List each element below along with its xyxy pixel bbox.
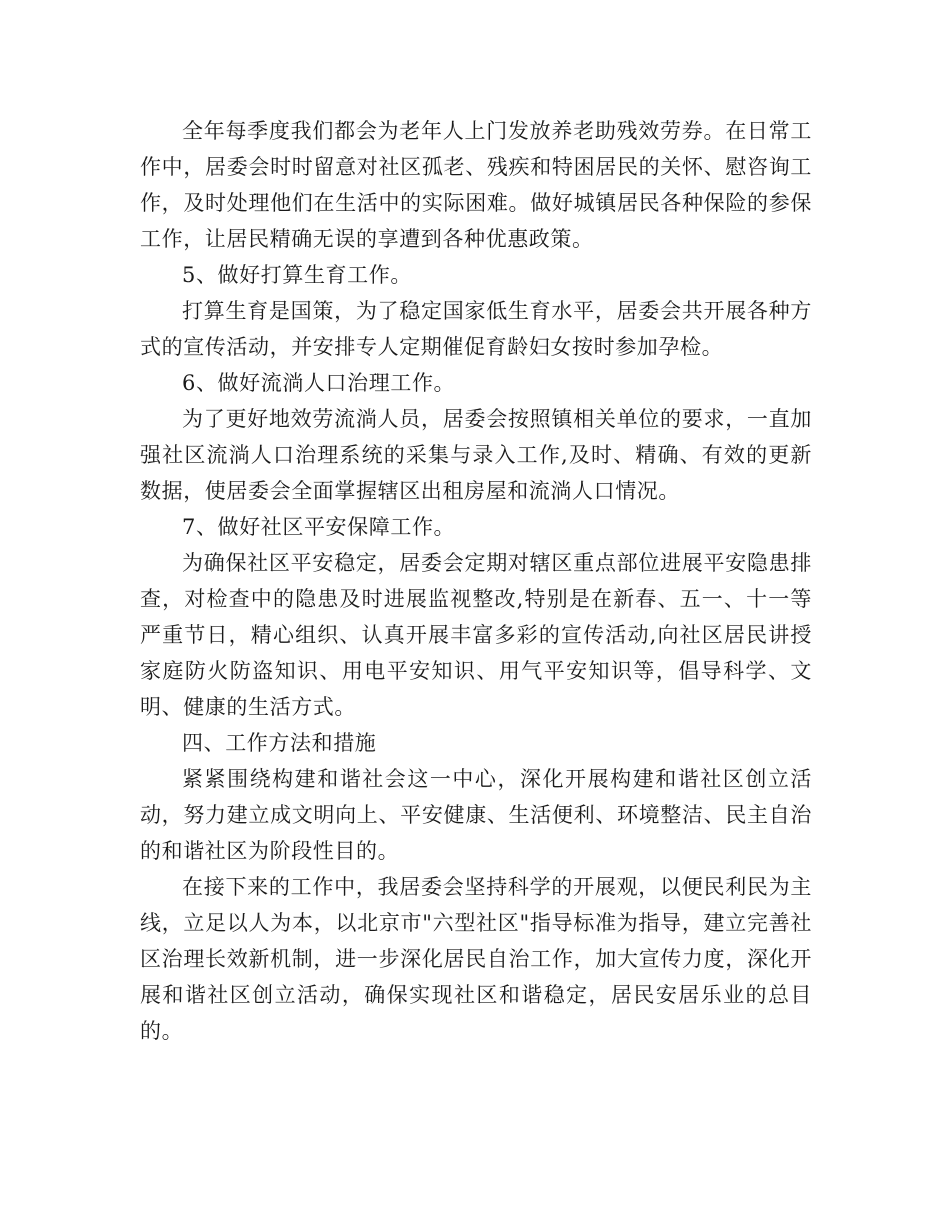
heading-community-safety: 7、做好社区平安保障工作。: [182, 515, 456, 539]
paragraph-harmonious-community: 紧紧围绕构建和谐社会这一中心，深化开展构建和谐社区创立活动，努力建立成文明向上、平安健康、生活便利、环境整洁、民主自治的和谐社区为阶段性目的。: [140, 767, 812, 863]
heading-methods-measures: 四、工作方法和措施: [182, 731, 377, 755]
paragraph-family-planning: 打算生育是国策，为了稳定国家低生育水平，居委会共开展各种方式的宣传活动，并安排专人定期催促育龄妇女按时参加孕检。: [140, 299, 812, 359]
heading-floating-population: 6、做好流淌人口治理工作。: [182, 371, 456, 395]
paragraph-community-safety: 为确保社区平安稳定，居委会定期对辖区重点部位进展平安隐患排查，对检查中的隐患及时进展监视整改,特别是在新春、五一、十一等严重节日，精心组织、认真开展丰富多彩的宣传活动,向社区居民讲授家庭防火防盗知识、用电平安知识、用气平安知识等，倡导科学、文明、健康的生活方式。: [140, 551, 812, 719]
document-body: [140, 113, 812, 1049]
paragraph-next-steps: 在接下来的工作中，我居委会坚持科学的开展观，以便民利民为主线，立足以人为本，以北京市"六型社区"指导标准为指导，建立完善社区治理长效新机制，进一步深化居民自治工作，加大宣传力度，深化开展和谐社区创立活动，确保实现社区和谐稳定，居民安居乐业的总目的。: [140, 875, 812, 1043]
heading-family-planning: 5、做好打算生育工作。: [182, 263, 412, 287]
paragraph-floating-population: 为了更好地效劳流淌人员，居委会按照镇相关单位的要求，一直加强社区流淌人口治理系统的采集与录入工作,及时、精确、有效的更新数据，使居委会全面掌握辖区出租房屋和流淌人口情况。: [140, 407, 812, 503]
paragraph-elderly-services: 全年每季度我们都会为老年人上门发放养老助残效劳券。在日常工作中，居委会时时留意对社区孤老、残疾和特困居民的关怀、慰咨询工作，及时处理他们在生活中的实际困难。做好城镇居民各种保险的参保工作，让居民精确无误的享遭到各种优惠政策。: [140, 119, 812, 251]
